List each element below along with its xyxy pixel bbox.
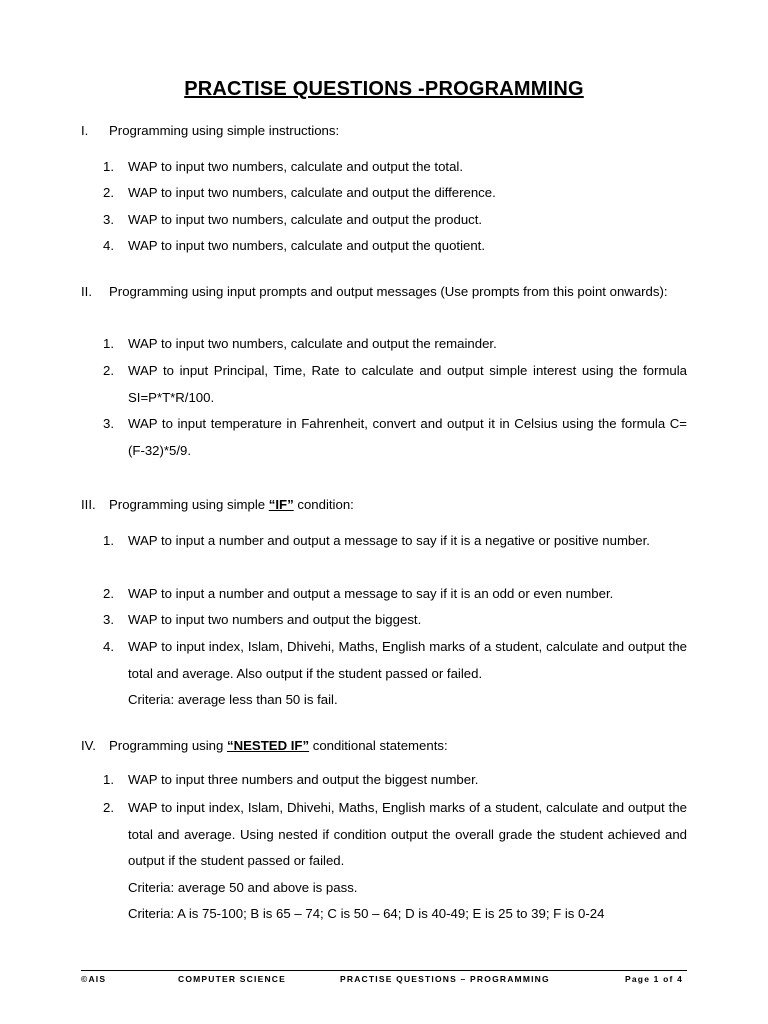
list-item xyxy=(103,411,687,464)
item-text xyxy=(128,634,687,714)
section-heading-3 xyxy=(81,496,687,514)
section-number: III. xyxy=(81,497,96,512)
page-title: PRACTISE QUESTIONS -PROGRAMMING xyxy=(184,78,584,100)
list-item xyxy=(103,207,687,234)
list-item xyxy=(103,180,687,207)
list-item xyxy=(103,154,687,181)
item-number: 2. xyxy=(103,586,114,601)
section-heading-text: Programming using simple instructions: xyxy=(109,123,340,138)
item-number: 1. xyxy=(103,336,114,351)
item-text: WAP to input three numbers and output the biggest number. xyxy=(128,772,479,787)
item-number: 3. xyxy=(103,212,114,227)
item-text: WAP to input two numbers and output the biggest. xyxy=(128,612,422,627)
list-item xyxy=(103,767,687,794)
list-item xyxy=(103,331,687,358)
item-number: 2. xyxy=(103,185,114,200)
section-heading-4 xyxy=(81,737,687,755)
item-text: WAP to input temperature in Fahrenheit, convert and output it in Celsius using the formula C= (F-32)*5/9. xyxy=(128,416,687,458)
list-item xyxy=(103,634,687,714)
section-heading-text xyxy=(109,496,687,514)
footer-copyright: ©AIS xyxy=(81,974,107,984)
item-text: WAP to input Principal, Time, Rate to calculate and output simple interest using the formula SI=P*T*R/100. xyxy=(128,363,687,405)
section-heading-text xyxy=(109,737,687,755)
item-number: 2. xyxy=(103,363,114,378)
section-heading-1 xyxy=(81,122,687,140)
item-text: WAP to input two numbers, calculate and output the difference. xyxy=(128,185,496,200)
section-heading-2 xyxy=(81,283,687,301)
list-item xyxy=(103,233,687,260)
section-heading-text: Programming using input prompts and output messages (Use prompts from this point onwards): xyxy=(109,284,668,299)
list-item xyxy=(103,607,687,634)
heading-keyword: “NESTED IF” xyxy=(227,738,310,753)
footer-divider xyxy=(81,970,687,971)
heading-text-post: conditional statements: xyxy=(309,738,448,753)
item-text xyxy=(128,795,687,928)
item-text: WAP to input two numbers, calculate and output the remainder. xyxy=(128,336,497,351)
item-number: 2. xyxy=(103,800,114,815)
list-item xyxy=(103,358,687,411)
heading-text-post: condition: xyxy=(293,497,354,512)
list-item xyxy=(103,581,687,608)
item-body: WAP to input index, Islam, Dhivehi, Maths, English marks of a student, calculate and output the total and average. Using nested if condition output the overall grade the student achieved and output if the student passed or failed. xyxy=(128,800,687,868)
list-item xyxy=(103,795,687,928)
footer-document-title: PRACTISE QUESTIONS – PROGRAMMING xyxy=(340,974,550,984)
item-number: 3. xyxy=(103,612,114,627)
footer-subject: COMPUTER SCIENCE xyxy=(178,974,286,984)
item-number: 1. xyxy=(103,772,114,787)
item-number: 1. xyxy=(103,533,114,548)
footer-page-number: Page 1 of 4 xyxy=(625,974,684,984)
section-number: IV. xyxy=(81,738,96,753)
criteria-text: Criteria: average 50 and above is pass. xyxy=(128,879,358,895)
item-number: 4. xyxy=(103,238,114,253)
item-text: WAP to input two numbers, calculate and output the product. xyxy=(128,212,483,227)
item-text: WAP to input a number and output a message to say if it is a negative or positive number. xyxy=(128,533,650,548)
item-text: WAP to input two numbers, calculate and output the quotient. xyxy=(128,238,486,253)
item-number: 3. xyxy=(103,416,114,431)
item-text: WAP to input two numbers, calculate and output the total. xyxy=(128,159,464,174)
section-number: II. xyxy=(81,284,92,299)
criteria-text: Criteria: average less than 50 is fail. xyxy=(128,692,338,707)
heading-text-pre: Programming using simple xyxy=(109,497,269,512)
item-number: 4. xyxy=(103,639,114,654)
heading-keyword: “IF” xyxy=(268,497,294,512)
heading-text-pre: Programming using xyxy=(109,738,228,753)
criteria-text: Criteria: A is 75-100; B is 65 – 74; C is 50 – 64; D is 40-49; E is 25 to 39; F is 0-24 xyxy=(128,906,605,921)
list-item xyxy=(103,528,687,555)
item-number: 1. xyxy=(103,159,114,174)
section-number: I. xyxy=(81,123,89,138)
item-body: WAP to input index, Islam, Dhivehi, Maths, English marks of a student, calculate and output the total and average. Also output if the student passed or failed. xyxy=(128,639,687,681)
item-text: WAP to input a number and output a message to say if it is an odd or even number. xyxy=(128,586,614,601)
